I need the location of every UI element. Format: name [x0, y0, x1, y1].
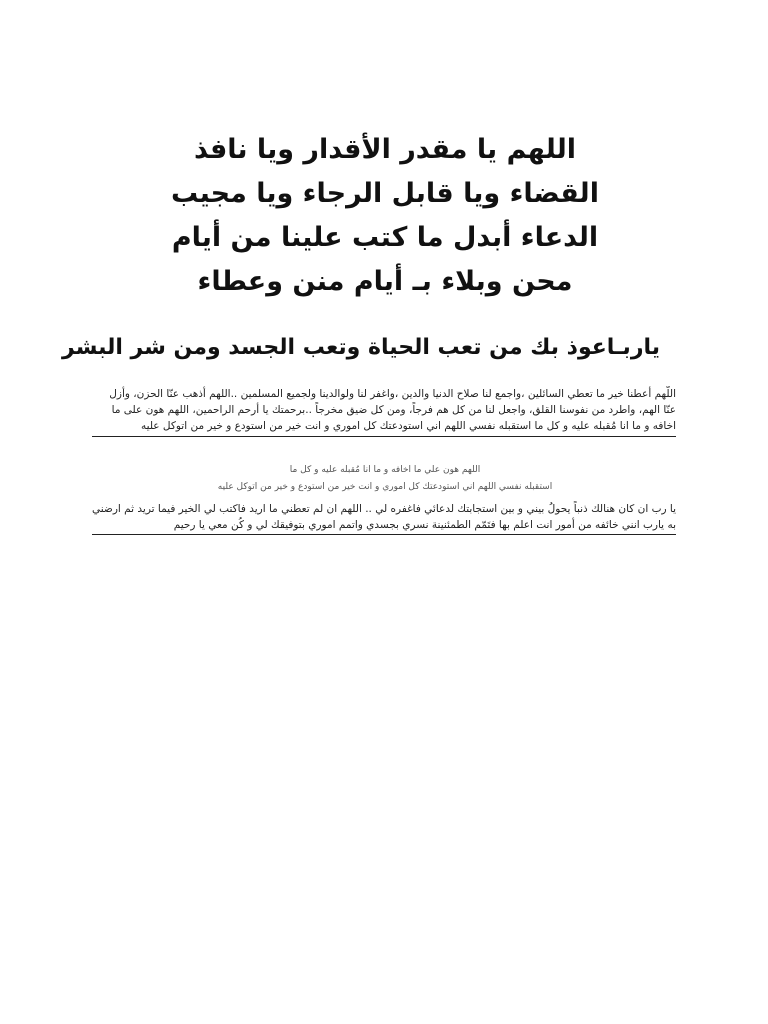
paragraph-line: اللهم هون علي ما اخافه و ما انا مُقبله عليه و كل ما [289, 465, 481, 475]
document-title [150, 128, 620, 304]
title-line: الدعاء أبدل ما كتب علينا من أيام [171, 222, 599, 253]
paragraph-line: يا رب ان كان هنالك ذنباً يحولُ بيني و بين استجابتك لدعائي فاغفره لي .. اللهم ان لم تعطني ما اريد فاكتب لي الخير فيما تريد ثم ارضني [92, 503, 676, 515]
paragraph-line: اللّهم أعطنا خير ما تعطي السائلين ،واجمع لنا صلاح الدنيا والدين ،واغفر لنا ولوالدينا ولجميع المسلمين ..اللهم أذهب عنّا الحزن، وأزل [109, 388, 676, 400]
paragraph-line: عنّا الهم، واطرد من نفوسنا القلق، واجعل لنا من كل هم فرجاً، ومن كل ضيق مخرجاً ..برحمتك يا أرحم الراحمين، اللهم هون على ما [111, 404, 676, 416]
paragraph-line: اخافه و ما انا مُقبله عليه و كل ما استقبله نفسي اللهم اني استودعتك كل اموري و انت خير من استودع و خير من اتوكل عليه [141, 420, 676, 432]
title-line: محن وبلاء بـ أيام منن وعطاء [197, 266, 573, 297]
prayer-paragraph-2 [150, 462, 620, 496]
document-subtitle: ياربـاعوذ بك من تعب الحياة وتعب الجسد ومن شر البشر [62, 335, 660, 360]
paragraph-line: استقبله نفسي اللهم اني استودعتك كل اموري و انت خير من استودع و خير من اتوكل عليه [217, 482, 553, 492]
prayer-paragraph-3 [92, 501, 676, 535]
title-line: اللهم يا مقدر الأقدار ويا نافذ [193, 134, 577, 165]
paragraph-line: به يارب انني خائفه من أمور انت اعلم بها فتَمّم الطمئنينة نسري بجسدي واتمم اموري بتوفيقك لي و كُن معي يا رحيم [173, 519, 676, 531]
title-line: القضاء ويا قابل الرجاء ويا مجيب [171, 178, 599, 209]
prayer-paragraph-1 [92, 386, 676, 437]
